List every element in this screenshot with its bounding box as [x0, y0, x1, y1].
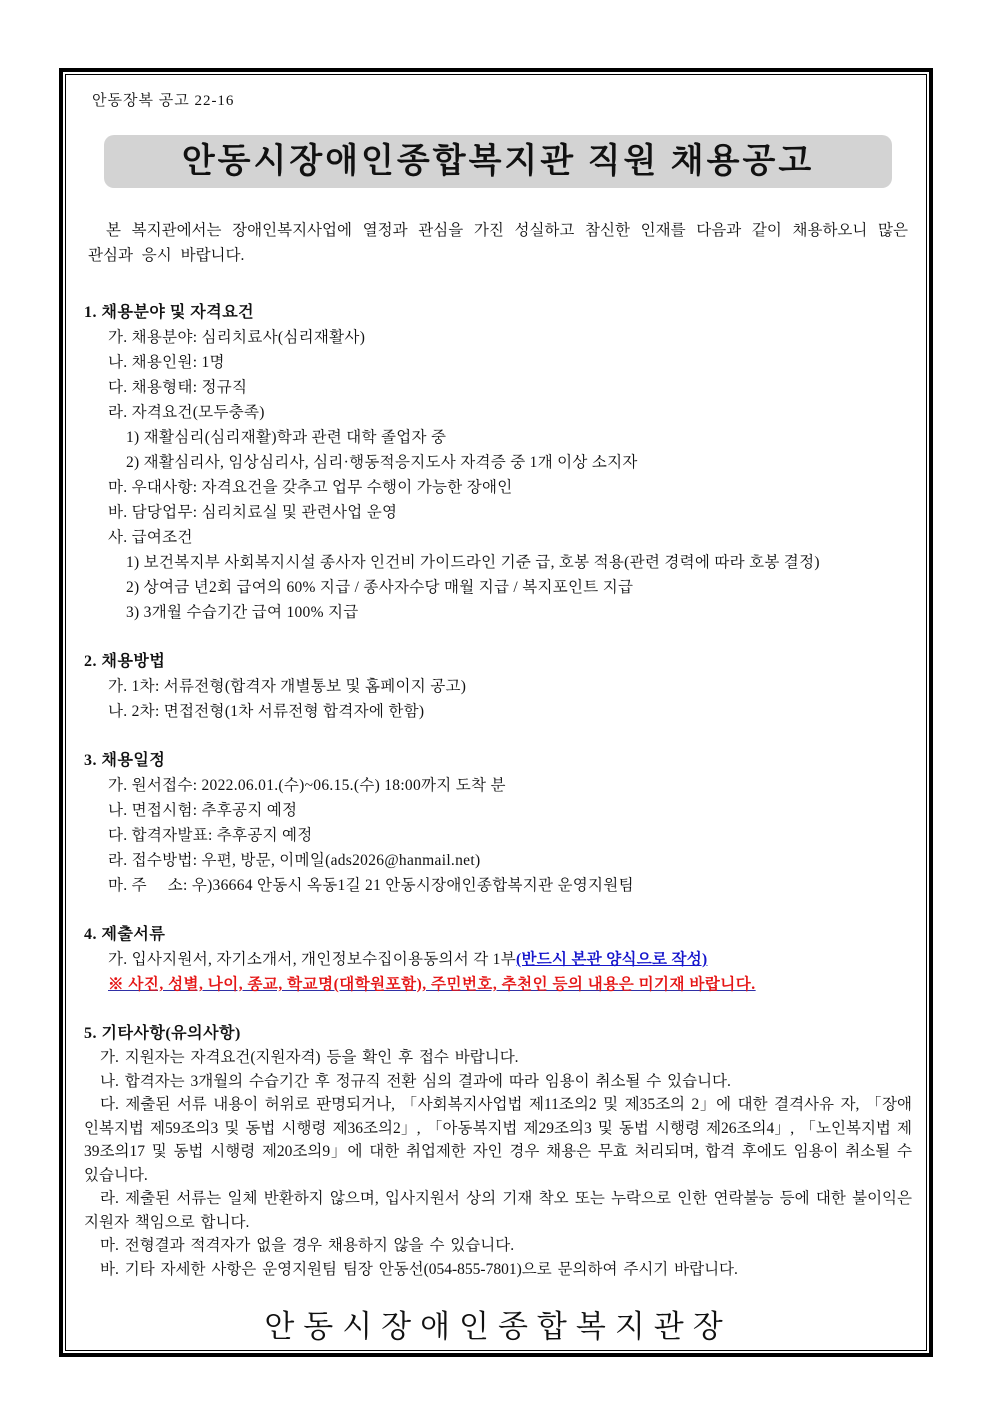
notice-number: 안동장복 공고 22-16	[92, 93, 235, 109]
list-item	[84, 947, 912, 972]
list-subitem: 3) 3개월 수습기간 급여 100% 지급	[126, 604, 359, 621]
list-subitem: 1) 보건복지부 사회복지시설 종사자 인건비 가이드라인 기준 급, 호봉 적용(관련 경력에 따라 호봉 결정)	[126, 554, 820, 571]
list-subitem: 1) 재활심리(심리재활)학과 관련 대학 졸업자 중	[126, 429, 447, 446]
list-item: 가. 원서접수: 2022.06.01.(수)~06.15.(수) 18:00까지 도착 분	[108, 777, 506, 794]
section-other-notes	[84, 1021, 912, 1281]
section-heading: 5. 기타사항(유의사항)	[84, 1025, 241, 1042]
list-item: 라. 접수방법: 우편, 방문, 이메일(ads2026@hanmail.net)	[108, 852, 481, 869]
section-recruit-schedule	[84, 748, 912, 898]
footer-signature: 안동시장애인종합복지관장	[264, 1309, 732, 1344]
list-item: 바. 담당업무: 심리치료실 및 관련사업 운영	[108, 504, 398, 521]
list-item: 사. 급여조건	[108, 529, 193, 546]
list-subitem: 2) 상여금 년2회 급여의 60% 지급 / 종사자수당 매월 지급 / 복지포인트 지급	[126, 579, 634, 596]
note-paragraph: 바. 기타 자세한 사항은 운영지원팀 팀장 안동선(054-855-7801)으로 문의하여 주시기 바랍니다.	[100, 1260, 738, 1278]
list-item: 마. 주 소: 우)36664 안동시 옥동1길 21 안동시장애인종합복지관 운영지원팀	[108, 877, 634, 894]
page-title: 안동시장애인종합복지관 직원 채용공고	[104, 135, 892, 188]
submission-note	[84, 972, 912, 997]
note-paragraph: 마. 전형결과 적격자가 없을 경우 채용하지 않을 수 있습니다.	[100, 1237, 515, 1254]
list-item: 다. 합격자발표: 추후공지 예정	[108, 827, 313, 844]
list-item: 가. 채용분야: 심리치료사(심리재활사)	[108, 329, 366, 346]
note-paragraph: 나. 합격자는 3개월의 수습기간 후 정규직 전환 심의 결과에 따라 임용이 취소될 수 있습니다.	[100, 1072, 731, 1090]
list-item: 가. 1차: 서류전형(합격자 개별통보 및 홈페이지 공고)	[108, 678, 467, 695]
intro-paragraph: 본 복지관에서는 장애인복지사업에 열정과 관심을 가진 성실하고 참신한 인재를 다음과 같이 채용하오니 많은 관심과 응시 바랍니다.	[88, 222, 908, 264]
section-recruit-method	[84, 649, 912, 724]
section-recruit-field	[84, 300, 912, 625]
list-item: 라. 자격요건(모두충족)	[108, 404, 265, 421]
section-heading: 2. 채용방법	[84, 653, 166, 670]
list-item: 나. 채용인원: 1명	[108, 354, 225, 371]
list-item: 마. 우대사항: 자격요건을 갖추고 업무 수행이 가능한 장애인	[108, 479, 513, 496]
section-submission-documents	[84, 922, 912, 997]
list-item: 다. 채용형태: 정규직	[108, 379, 248, 396]
submission-emphasis-blue: (반드시 본관 양식으로 작성)	[516, 951, 708, 968]
document-border	[59, 68, 933, 1357]
submission-note-red: ※ 사진, 성별, 나이, 종교, 학교명(대학원포함), 주민번호, 추천인 등의 내용은 미기재 바랍니다.	[108, 976, 756, 993]
section-heading: 3. 채용일정	[84, 752, 166, 769]
note-paragraph: 가. 지원자는 자격요건(지원자격) 등을 확인 후 접수 바랍니다.	[100, 1049, 519, 1066]
document-page	[65, 74, 927, 1351]
list-subitem: 2) 재활심리사, 임상심리사, 심리·행동적응지도사 자격증 중 1개 이상 소지자	[126, 454, 638, 471]
sections-container	[84, 300, 912, 1281]
section-heading: 1. 채용분야 및 자격요건	[84, 304, 255, 321]
note-paragraph: 다. 제출된 서류 내용이 허위로 판명되거나, 「사회복지사업법 제11조의2 및 제35조의 2」에 대한 결격사유 자, 「장애인복지법 제59조의3 및 동법 시행령 제36조의2」, 「아동복지법 제29조의3 및 동법 시행령 제26조의4」, 「노인복지법 제39조의17 및 동법 시행령 제20조의9」에 대한 취업제한 자인 경우 채용은 무효 처리되며, 합격 후에도 임용이 취소될 수 있습니다.	[84, 1096, 912, 1184]
list-item: 나. 2차: 면접전형(1차 서류전형 합격자에 한함)	[108, 703, 425, 720]
section-heading: 4. 제출서류	[84, 926, 166, 943]
list-item: 나. 면접시험: 추후공지 예정	[108, 802, 298, 819]
note-paragraph: 라. 제출된 서류는 일체 반환하지 않으며, 입사지원서 상의 기재 착오 또는 누락으로 인한 연락불능 등에 대한 불이익은 지원자 책임으로 합니다.	[84, 1190, 912, 1231]
submission-item-text: 가. 입사지원서, 자기소개서, 개인정보수집이용동의서 각 1부	[108, 951, 517, 968]
